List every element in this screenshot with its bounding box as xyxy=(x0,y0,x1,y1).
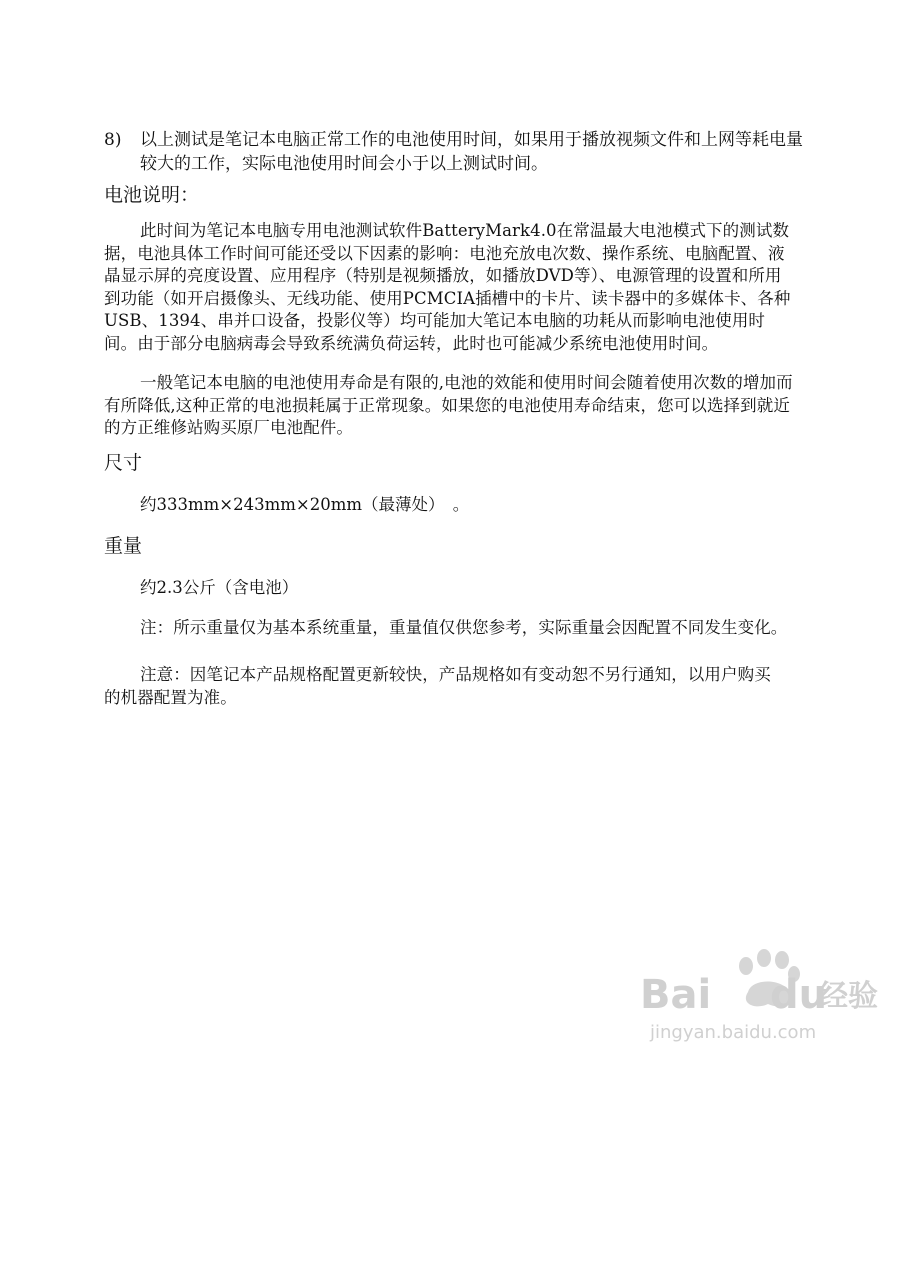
battery-paragraph-2: 一般笔记本电脑的电池使用寿命是有限的,电池的效能和使用时间会随着使用次数的增加而有所降低,这种正常的电池损耗属于正常现象。如果您的电池使用寿命结束，您可以选择到就近的方正维修站购买原厂电池配件。 xyxy=(104,373,793,437)
watermark-brand-left: Bai xyxy=(640,972,712,1018)
weight-note-2: 注意：因笔记本产品规格配置更新较快，产品规格如有变动恕不另行通知，以用户购买的机器配置为准。 xyxy=(104,665,771,707)
weight-heading: 重量 xyxy=(104,535,143,557)
list-item-number: 8) xyxy=(104,130,122,150)
list-item-text: 以上测试是笔记本电脑正常工作的电池使用时间，如果用于播放视频文件和上网等耗电量较大的工作，实际电池使用时间会小于以上测试时间。 xyxy=(140,130,803,174)
baidu-jingyan-watermark xyxy=(640,930,880,1050)
size-heading: 尺寸 xyxy=(104,452,143,474)
weight-note-1: 注：所示重量仅为基本系统重量，重量值仅供您参考，实际重量会因配置不同发生变化。 xyxy=(140,618,788,637)
watermark-brand-right: du xyxy=(770,972,828,1018)
battery-paragraph-1: 此时间为笔记本电脑专用电池测试软件BatteryMark4.0在常温最大电池模式下的测试数据，电池具体工作时间可能还受以下因素的影响：电池充放电次数、操作系统、电脑配置、液晶显示屏的亮度设置、应用程序（特别是视频播放，如播放DVD等）、电源管理的设置和所用到功能（如开启摄像头、无线功能、使用PCMCIA插槽中的卡片、读卡器中的多媒体卡、各种USB、1394、串并口设备，投影仪等）均可能加大笔记本电脑的功耗从而影响电池使用时间。由于部分电脑病毒会导致系统满负荷运转，此时也可能减少系统电池使用时间。 xyxy=(104,221,791,353)
watermark-brand-cn: 经验 xyxy=(818,979,878,1014)
weight-value: 约2.3公斤（含电池） xyxy=(140,578,299,597)
list-item-8 xyxy=(104,128,804,176)
watermark-url: jingyan.baidu.com xyxy=(650,1022,817,1043)
size-value: 约333mm×243mm×20mm（最薄处） 。 xyxy=(140,495,470,514)
battery-heading: 电池说明： xyxy=(104,184,200,206)
